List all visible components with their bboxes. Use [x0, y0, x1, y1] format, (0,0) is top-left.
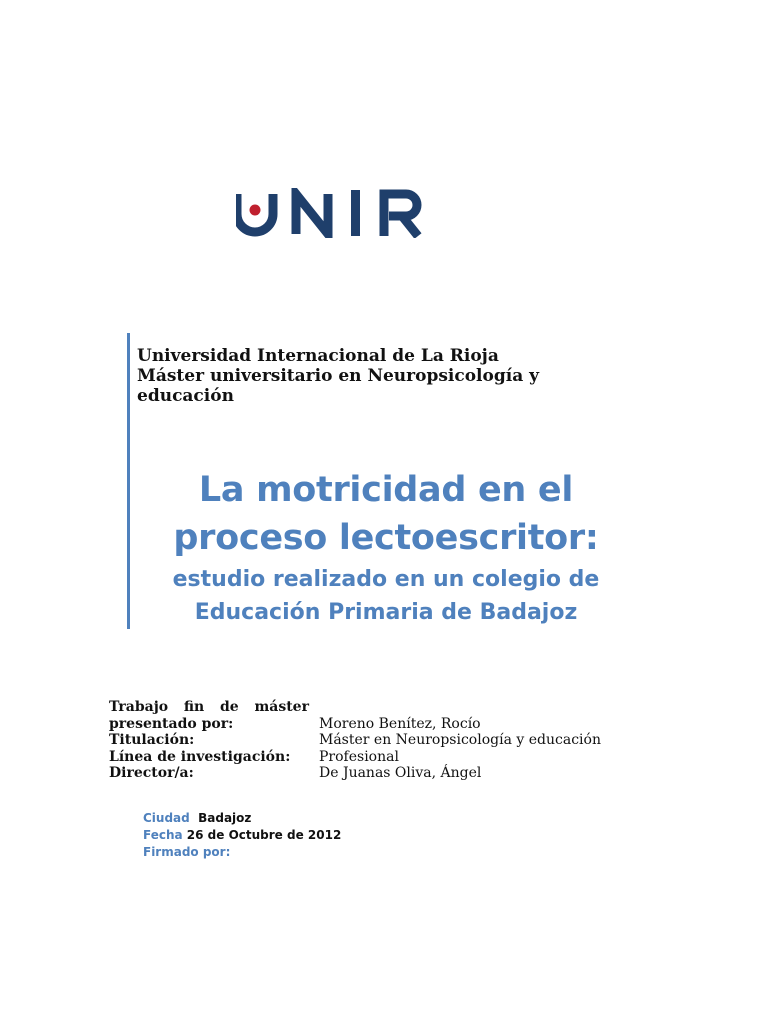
program-name-line1: Máster universitario en Neuropsicología y — [137, 366, 540, 386]
date-value: 26 de Octubre de 2012 — [186, 828, 342, 842]
signature-block — [143, 810, 341, 861]
title-line2: proceso lectoescritor: — [173, 518, 599, 558]
institution-name: Universidad Internacional de La Rioja — [137, 346, 499, 366]
director-row — [109, 765, 601, 782]
degree-value: Máster en Neuropsicología y educación — [319, 732, 601, 748]
date-row — [143, 827, 341, 844]
director-value: De Juanas Oliva, Ángel — [319, 765, 482, 781]
accent-bar — [127, 333, 130, 629]
degree-label: Titulación: — [109, 732, 195, 748]
research-row — [109, 749, 601, 766]
signed-label: Firmado por: — [143, 845, 231, 859]
degree-row — [109, 732, 601, 749]
signed-row — [143, 844, 341, 861]
city-label: Ciudad — [143, 811, 190, 825]
presented-label: presentado por: — [109, 715, 234, 732]
document-title — [132, 466, 640, 628]
presented-row — [109, 716, 601, 733]
research-label: Línea de investigación: — [109, 748, 291, 765]
program-name-line2: educación — [137, 386, 234, 406]
city-value: Badajoz — [198, 811, 252, 825]
city-row — [143, 810, 341, 827]
unir-logo — [236, 188, 452, 238]
date-label: Fecha — [143, 828, 183, 842]
thesis-details — [109, 699, 601, 782]
presented-value: Moreno Benítez, Rocío — [319, 715, 481, 732]
institution-block — [137, 346, 697, 406]
director-label: Director/a: — [109, 765, 194, 781]
work-type-row — [109, 699, 601, 716]
subtitle-line2: Educación Primaria de Badajoz — [194, 600, 578, 625]
title-line1: La motricidad en el — [198, 470, 574, 510]
research-value: Profesional — [319, 748, 399, 765]
work-type-label: Trabajo fin de máster — [109, 699, 309, 715]
subtitle-line1: estudio realizado en un colegio de — [172, 567, 600, 592]
